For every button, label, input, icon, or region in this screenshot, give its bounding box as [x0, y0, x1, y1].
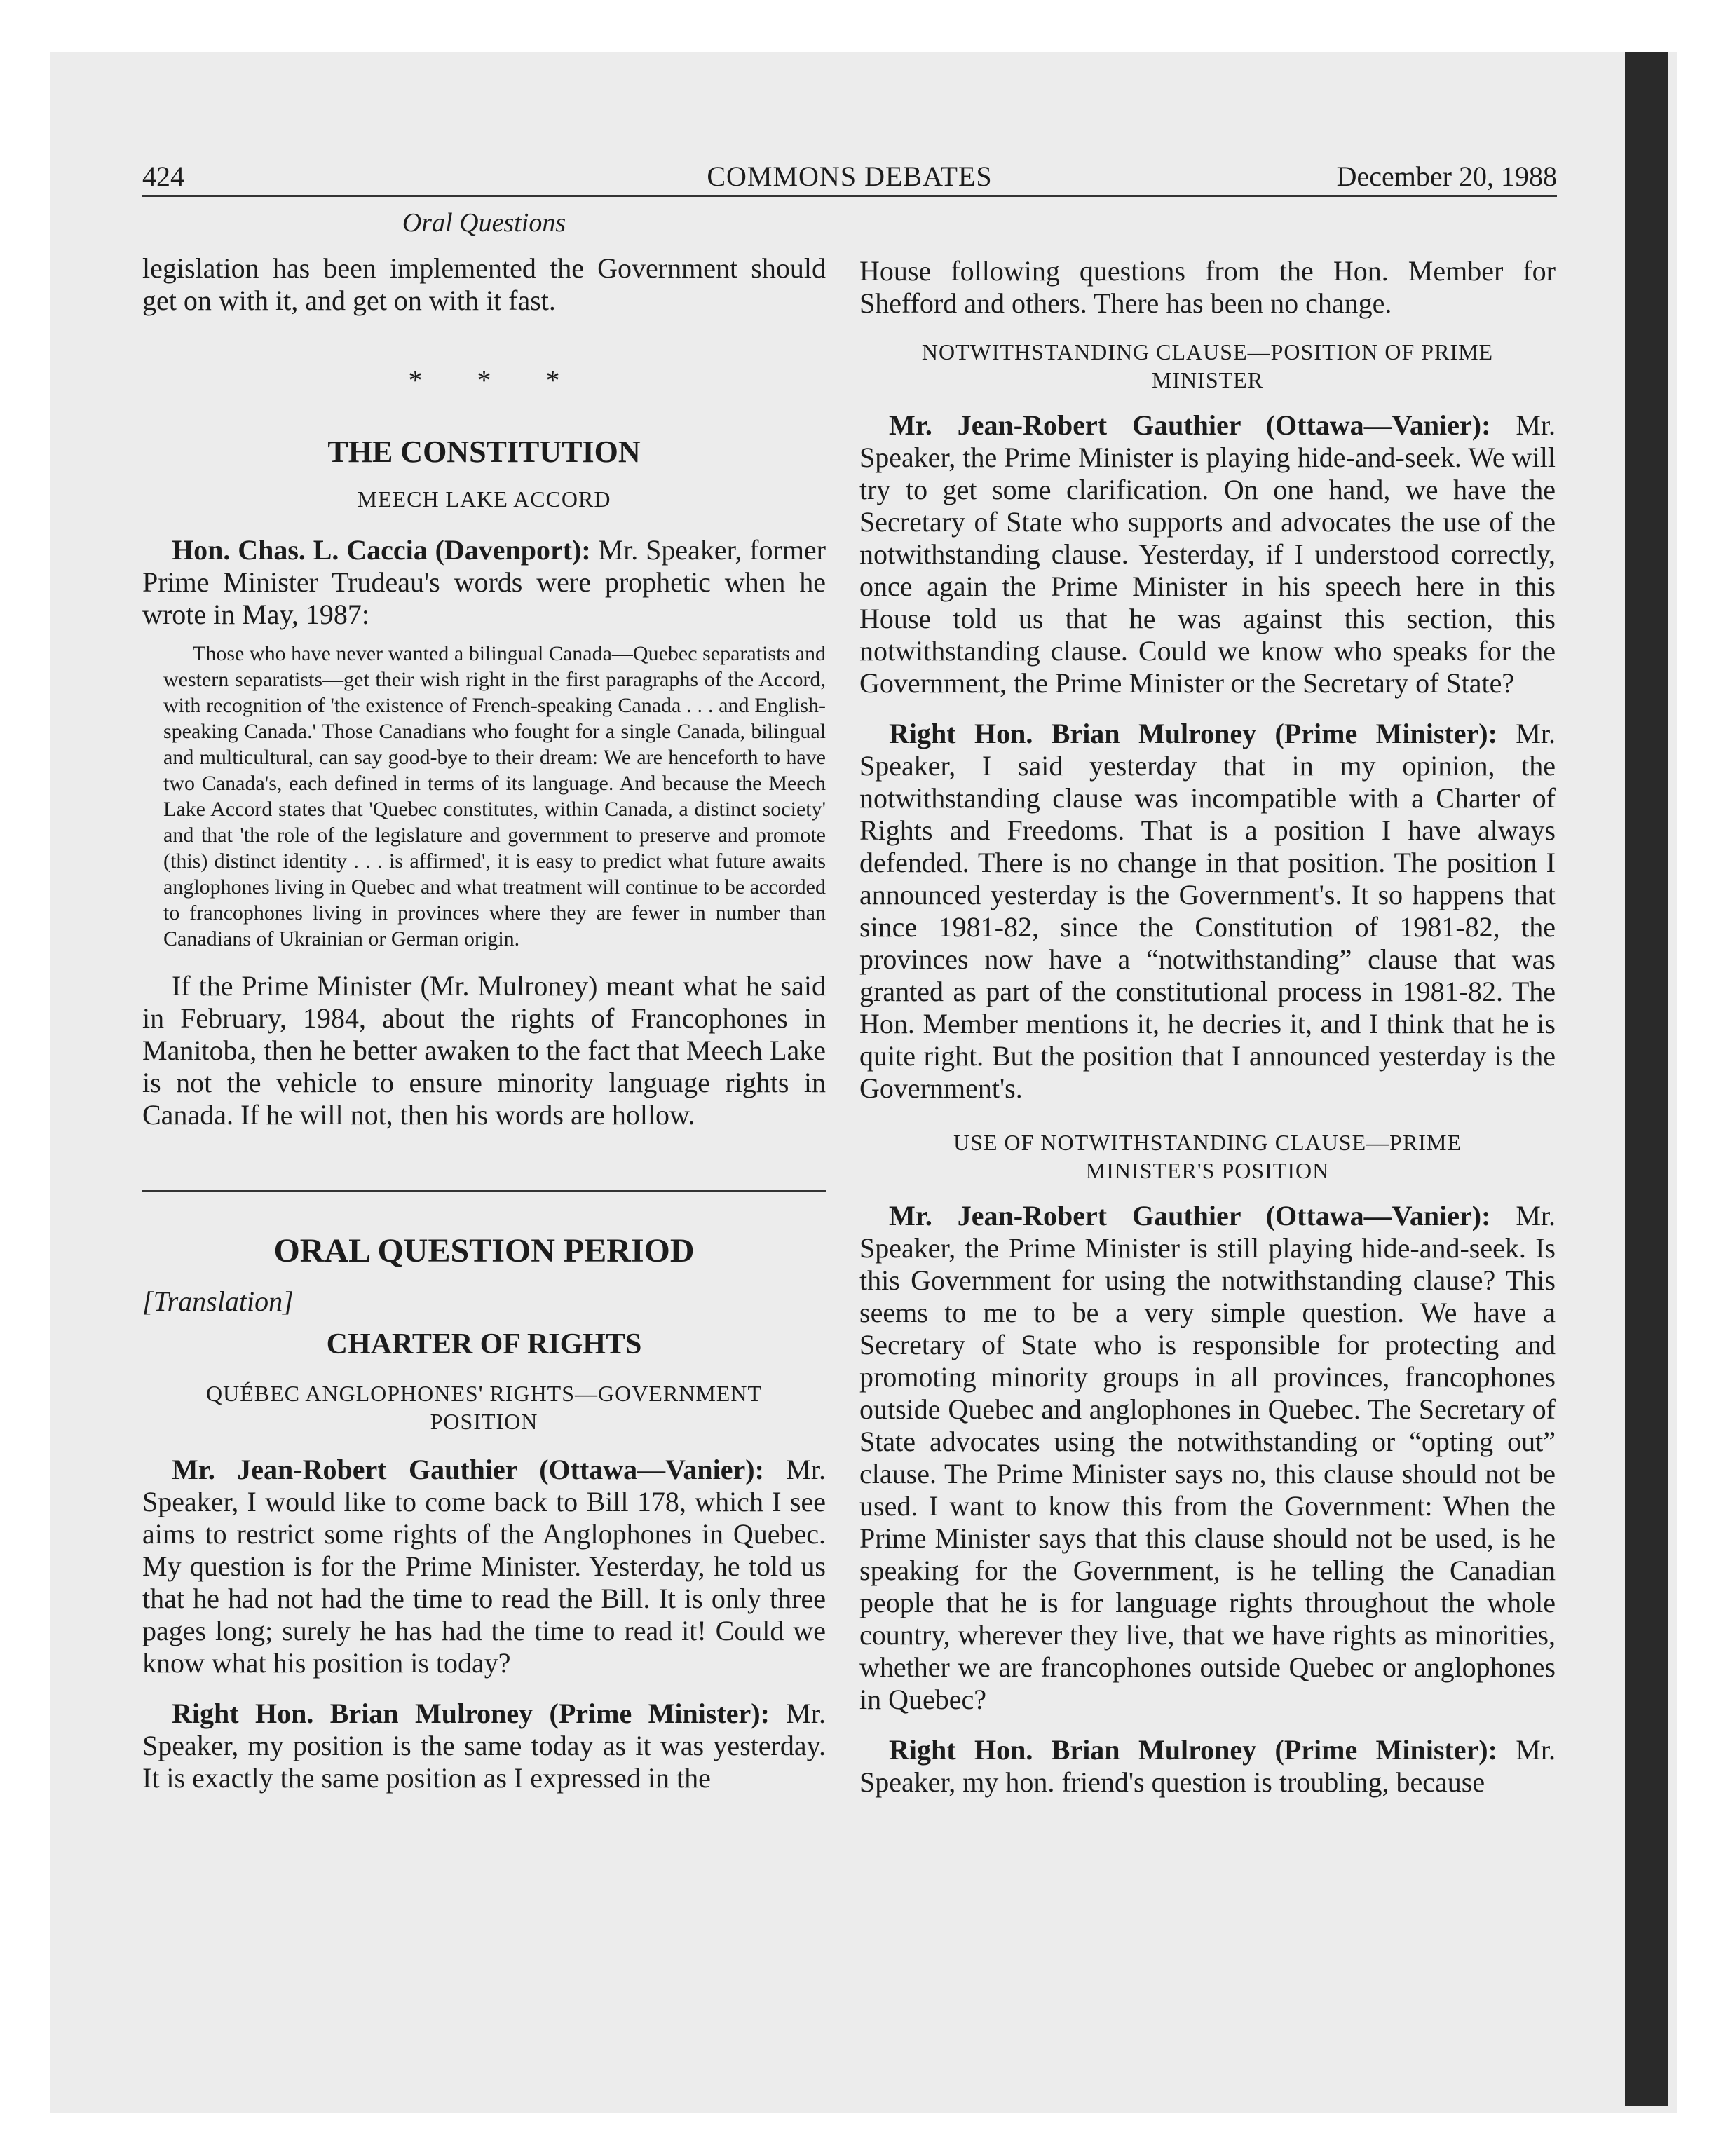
paragraph-mulroney-troubling: [859, 1734, 1556, 1799]
paragraph-prime-minister-words: If the Prime Minister (Mr. Mulroney) meant what he said in February, 1984, about the rights of Francophones in Manitoba, then he better awaken to the fact that Meech Lake is not the vehicle to ensure minority language rights in Canada. If he will not, then his words are hollow.: [142, 970, 826, 1131]
publication-date: December 20, 1988: [1336, 161, 1557, 192]
speech-text: Mr. Speaker, former Prime Minister Trudeau's words were prophetic when he wrote in May, 1987:: [142, 534, 826, 630]
speaker-name: Right Hon. Brian Mulroney (Prime Minister):: [889, 1734, 1497, 1766]
heading-the-constitution: THE CONSTITUTION: [327, 435, 641, 469]
speech-text: Mr. Speaker, the Prime Minister is playing hide-and-seek. We will try to get some clarification. On one hand, we have the Secretary of State who supports and advocates the use of the notwithstanding clause. Yesterday, if I understood correctly, once again the Prime Minister in his speech here in this House told us that he was against this section, this notwithstanding clause. Could we know who speaks for the Government, the Prime Minister or the Secretary of State?: [859, 409, 1556, 699]
heading-charter-of-rights: CHARTER OF RIGHTS: [326, 1328, 642, 1360]
left-column: [142, 252, 826, 1794]
subheading-use-of-notwithstanding-clause: USE OF NOTWITHSTANDING CLAUSE—PRIME MINISTER'S POSITION: [953, 1130, 1462, 1183]
speech-text: Mr. Speaker, my position is the same today as it was yesterday. It is exactly the same position as I expressed in the: [142, 1698, 826, 1794]
paragraph-gauthier-use-question: [859, 1200, 1556, 1716]
speech-text: Mr. Speaker, the Prime Minister is still playing hide-and-seek. Is this Government for using the notwithstanding clause? This seems to me to be a very simple question. We have a Secretary of State who is responsible for protecting and promoting minority groups in all provinces, francophones outside Quebec and anglophones in Quebec. The Secretary of State advocates using the notwithstanding or “opting out” clause. The Prime Minister says no, this clause should not be used. I want to know this from the Government: When the Prime Minister says that this clause should not be used, is he speaking for the Government, is he telling the Canadian people that he is for language rights throughout the whole country, wherever they live, that we have rights as minorities, whether we are francophones outside Quebec or anglophones in Quebec?: [859, 1200, 1556, 1715]
page-header: [142, 158, 1557, 197]
paragraph-caccia: [142, 534, 826, 631]
speaker-name: Right Hon. Brian Mulroney (Prime Minister):: [172, 1698, 770, 1729]
speaker-name: Right Hon. Brian Mulroney (Prime Minister):: [889, 718, 1497, 749]
speaker-name: Mr. Jean-Robert Gauthier (Ottawa—Vanier):: [172, 1454, 764, 1485]
speaker-name: Mr. Jean-Robert Gauthier (Ottawa—Vanier):: [889, 409, 1491, 441]
translation-marker: [Translation]: [142, 1285, 294, 1317]
paragraph-gauthier-question: [142, 1454, 826, 1679]
subheading-notwithstanding-clause: NOTWITHSTANDING CLAUSE—POSITION OF PRIME MINISTER: [921, 339, 1494, 393]
subheading-quebec-anglophones-rights: QUÉBEC ANGLOPHONES' RIGHTS—GOVERNMENT POSITION: [206, 1381, 762, 1434]
right-column: [859, 255, 1556, 1799]
left-intro-paragraph: legislation has been implemented the Government should get on with it, and get on with it fast.: [142, 252, 826, 316]
paragraph-gauthier-notwithstanding: [859, 409, 1556, 700]
section-label: Oral Questions: [402, 208, 566, 238]
section-divider-rule: [142, 1190, 826, 1192]
speech-text: Mr. Speaker, I said yesterday that in my opinion, the notwithstanding clause was incompatible with a Charter of Rights and Freedoms. That is a position I have always defended. There is no change in that position. The position I announced yesterday is the Government's. It so happens that since 1981-82, since the Constitution of 1981-82, the provinces now have a “notwithstanding” clause that was granted as part of the constitutional process in 1981-82. The Hon. Member mentions it, he decries it, and I think that he is quite right. But the position that I announced yesterday is the Government's.: [859, 718, 1556, 1104]
page-number: 424: [142, 161, 184, 192]
section-separator-stars: * * *: [408, 364, 584, 396]
speech-text: Mr. Speaker, I would like to come back to Bill 178, which I see aims to restrict some rights of the Anglophones in Quebec. My question is for the Prime Minister. Yesterday, he told us that he had not had the time to read the Bill. It is only three pages long; surely he has had the time to read it! Could we know what his position is today?: [142, 1454, 826, 1679]
quotation-block: Those who have never wanted a bilingual Canada—Quebec separatists and western separatists—get their wish right in the first paragraphs of the Accord, with recognition of 'the existence of French-speaking Canada . . . and English-speaking Canada.' Those Canadians who fought for a single Canada, bilingual and multicultural, can say good-bye to their dream: We are henceforth to have two Canada's, each defined in terms of its language. And because the Meech Lake Accord states that 'Quebec constitutes, within Canada, a distinct society' and that 'the role of the legislature and government to preserve and promote (this) distinct identity . . . is affirmed', it is easy to predict what future awaits anglophones living in Quebec and what treatment will continue to be accorded to francophones living in provinces where they are fewer in number than Canadians of Ukrainian or German origin.: [163, 642, 826, 950]
speaker-name: Mr. Jean-Robert Gauthier (Ottawa—Vanier):: [889, 1200, 1491, 1231]
right-intro-paragraph: House following questions from the Hon. Member for Shefford and others. There has been no change.: [859, 255, 1556, 319]
publication-title: COMMONS DEBATES: [707, 161, 993, 192]
subheading-meech-lake-accord: MEECH LAKE ACCORD: [357, 486, 611, 512]
paragraph-mulroney-notwithstanding: [859, 718, 1556, 1105]
speaker-name: Hon. Chas. L. Caccia (Davenport):: [172, 534, 591, 566]
paragraph-mulroney-answer: [142, 1698, 826, 1794]
speech-text: Mr. Speaker, my hon. friend's question is troubling, because: [859, 1734, 1556, 1798]
heading-oral-question-period: ORAL QUESTION PERIOD: [273, 1232, 695, 1269]
